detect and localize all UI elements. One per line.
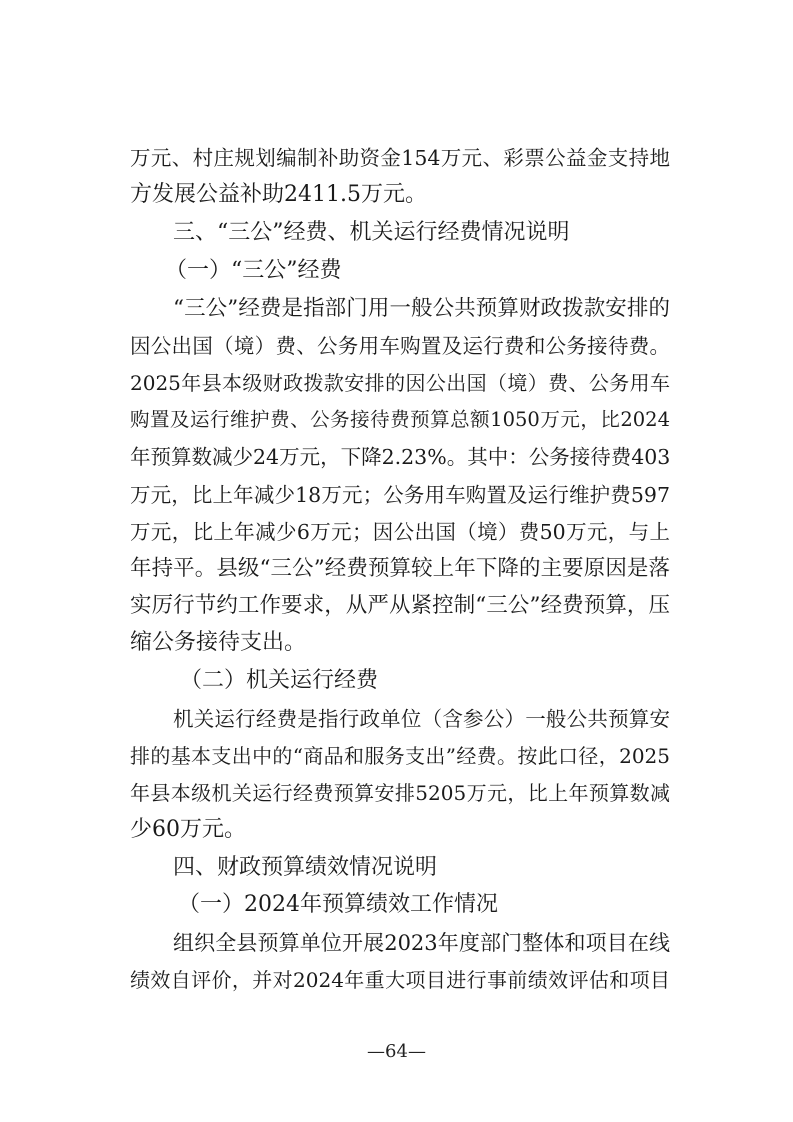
paragraph-line: 年县本级机关运行经费预算安排5205万元，比上年预算数减 [130,781,670,805]
paragraph-line: 实厉行节约工作要求，从严从紧控制“三公”经费预算，压 [130,593,670,618]
paragraph-line: 缩公务接待支出。 [130,630,307,655]
paragraph-line: 因公出国（境）费、公务用车购置及运行费和公务接待费。 [130,334,670,358]
paragraph-line: 年持平。县级“三公”经费预算较上年下降的主要原因是落 [130,556,670,581]
paragraph-line: “三公”经费是指部门用一般公共预算财政拨款安排的 [173,296,670,321]
paragraph-line: 万元，比上年减少6万元；因公出国（境）费50万元，与上 [130,520,670,544]
paragraph-line: 机关运行经费是指行政单位（含参公）一般公共预算安 [173,707,670,731]
paragraph-line: 年预算数减少24万元，下降2.23%。其中：公务接待费403 [130,445,671,469]
paragraph-line: 绩效自评价，并对2024年重大项目进行事前绩效评估和项目 [130,968,670,992]
section-heading: 四、财政预算绩效情况说明 [173,855,438,880]
section-heading: 三、“三公”经费、机关运行经费情况说明 [173,220,570,245]
paragraph-line: 排的基本支出中的“商品和服务支出”经费。按此口径，2025 [130,744,670,768]
subsection-heading: （一）2024年预算绩效工作情况 [178,892,498,917]
paragraph-line: 2025年县本级财政拨款安排的因公出国（境）费、公务用车 [130,371,670,395]
paragraph-line: 万元、村庄规划编制补助资金154万元、彩票公益金支持地 [130,146,670,170]
subsection-heading: （二）机关运行经费 [180,668,379,693]
subsection-heading: （一）“三公”经费 [165,258,342,283]
paragraph-line: 组织全县预算单位开展2023年度部门整体和项目在线 [173,931,670,955]
paragraph-line: 购置及运行维护费、公务接待费预算总额1050万元，比2024 [130,408,670,431]
page-number: —64— [367,1041,426,1062]
paragraph-line: 方发展公益补助2411.5万元。 [130,182,427,207]
paragraph-line: 万元，比上年减少18万元；公务用车购置及运行维护费597 [130,483,670,507]
paragraph-line: 少60万元。 [130,817,246,842]
